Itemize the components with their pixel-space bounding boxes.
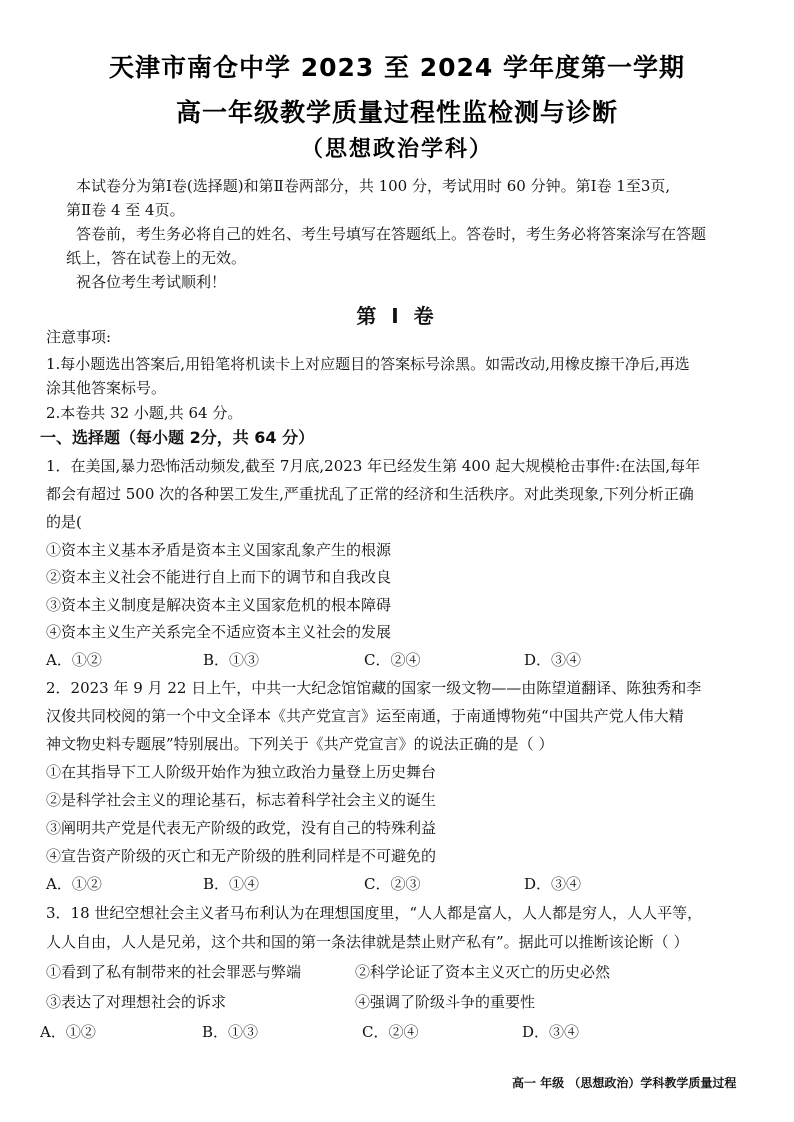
option-c[interactable]: C．②④	[364, 651, 421, 669]
option-b[interactable]: B．①③	[202, 1023, 259, 1041]
option-d[interactable]: D．③④	[524, 875, 582, 893]
question-stem: 汉俊共同校阅的第一个中文全译本《共产党宣言》运至南通，于南通博物苑“中国共产党人伟大精	[46, 707, 684, 725]
statement-item: ④宣告资产阶级的灭亡和无产阶级的胜利同样是不可避免的	[46, 847, 437, 865]
option-d[interactable]: D．③④	[522, 1023, 580, 1041]
statement-item: ③资本主义制度是解决资本主义国家危机的根本障碍	[46, 596, 392, 614]
exam-title-line2: 高一年级教学质量过程性监检测与诊断	[175, 98, 618, 127]
option-a[interactable]: A．①②	[46, 651, 102, 669]
volume-title: 第 Ⅰ 卷	[356, 304, 438, 328]
exam-subject: （思想政治学科）	[300, 137, 493, 162]
statement-item: ①看到了私有制带来的社会罪恶与弊端	[46, 963, 302, 981]
statement-item: ④资本主义生产关系完全不适应资本主义社会的发展	[46, 623, 392, 641]
option-a[interactable]: A．①②	[40, 1023, 96, 1041]
option-d[interactable]: D．③④	[524, 651, 582, 669]
statement-item: ③表达了对理想社会的诉求	[46, 993, 227, 1011]
intro-line: 纸上，答在试卷上的无效。	[66, 249, 247, 267]
option-a[interactable]: A．①②	[46, 875, 102, 893]
statement-item: ②科学论证了资本主义灭亡的历史必然	[355, 963, 611, 981]
question-stem: 3．18 世纪空想社会主义者马布利认为在理想国度里，“人人都是富人，人人都是穷人，人人平等，	[46, 904, 703, 922]
statement-item: ③阐明共产党是代表无产阶级的政党，没有自己的特殊利益	[46, 819, 437, 837]
question-stem: 人人自由，人人是兄弟，这个共和国的第一条法律就是禁止财产私有”。据此可以推断该论断（ ）	[46, 933, 689, 951]
note-item: 涂其他答案标号。	[46, 379, 167, 397]
question-stem: 都会有超过 500 次的各种罢工发生,严重扰乱了正常的经济和生活秩序。对此类现象,下列分析正确	[46, 485, 694, 503]
question-stem: 1．在美国,暴力恐怖活动频发,截至 7月底,2023 年已经发生第 400 起大规模枪击事件:在法国,每年	[46, 457, 701, 475]
note-item: 1.每小题选出答案后,用铅笔将机读卡上对应题目的答案标号涂黑。如需改动,用橡皮擦干净后,再选	[46, 355, 690, 373]
exam-title-line1: 天津市南仓中学 2023 至 2024 学年度第一学期	[109, 53, 685, 82]
statement-item: ②资本主义社会不能进行自上而下的调节和自我改良	[46, 568, 392, 586]
statement-item: ④强调了阶级斗争的重要性	[355, 993, 536, 1011]
option-b[interactable]: B．①③	[203, 651, 260, 669]
statement-item: ①资本主义基本矛盾是资本主义国家乱象产生的根源	[46, 541, 392, 559]
question-stem: 的是(	[46, 513, 82, 531]
intro-line: 第Ⅱ卷 4 至 4页。	[66, 201, 185, 219]
question-stem: 神文物史料专题展”特别展出。下列关于《共产党宣言》的说法正确的是（ ）	[46, 735, 554, 753]
option-c[interactable]: C．②③	[364, 875, 421, 893]
note-item: 2.本卷共 32 小题,共 64 分。	[46, 404, 243, 422]
notes-heading: 注意事项:	[46, 328, 112, 346]
intro-line: 本试卷分为第Ⅰ卷(选择题)和第Ⅱ卷两部分，共 100 分，考试用时 60 分钟。第Ⅰ卷 1至3页,	[76, 177, 671, 195]
intro-line: 答卷前，考生务必将自己的姓名、考生号填写在答题纸上。答卷时，考生务必将答案涂写在答题	[76, 225, 707, 243]
intro-line: 祝各位考生考试顺利！	[76, 273, 227, 291]
option-c[interactable]: C．②④	[362, 1023, 419, 1041]
option-b[interactable]: B．①④	[203, 875, 260, 893]
section-title: 一、选择题（每小题 2分，共 64 分）	[40, 428, 315, 447]
statement-item: ②是科学社会主义的理论基石，标志着科学社会主义的诞生	[46, 791, 437, 809]
page-footer: 高一 年级 （思想政治）学科教学质量过程	[512, 1076, 737, 1090]
statement-item: ①在其指导下工人阶级开始作为独立政治力量登上历史舞台	[46, 763, 437, 781]
question-stem: 2．2023 年 9 月 22 日上午，中共一大纪念馆馆藏的国家一级文物——由陈望道翻译、陈独秀和李	[46, 679, 702, 697]
